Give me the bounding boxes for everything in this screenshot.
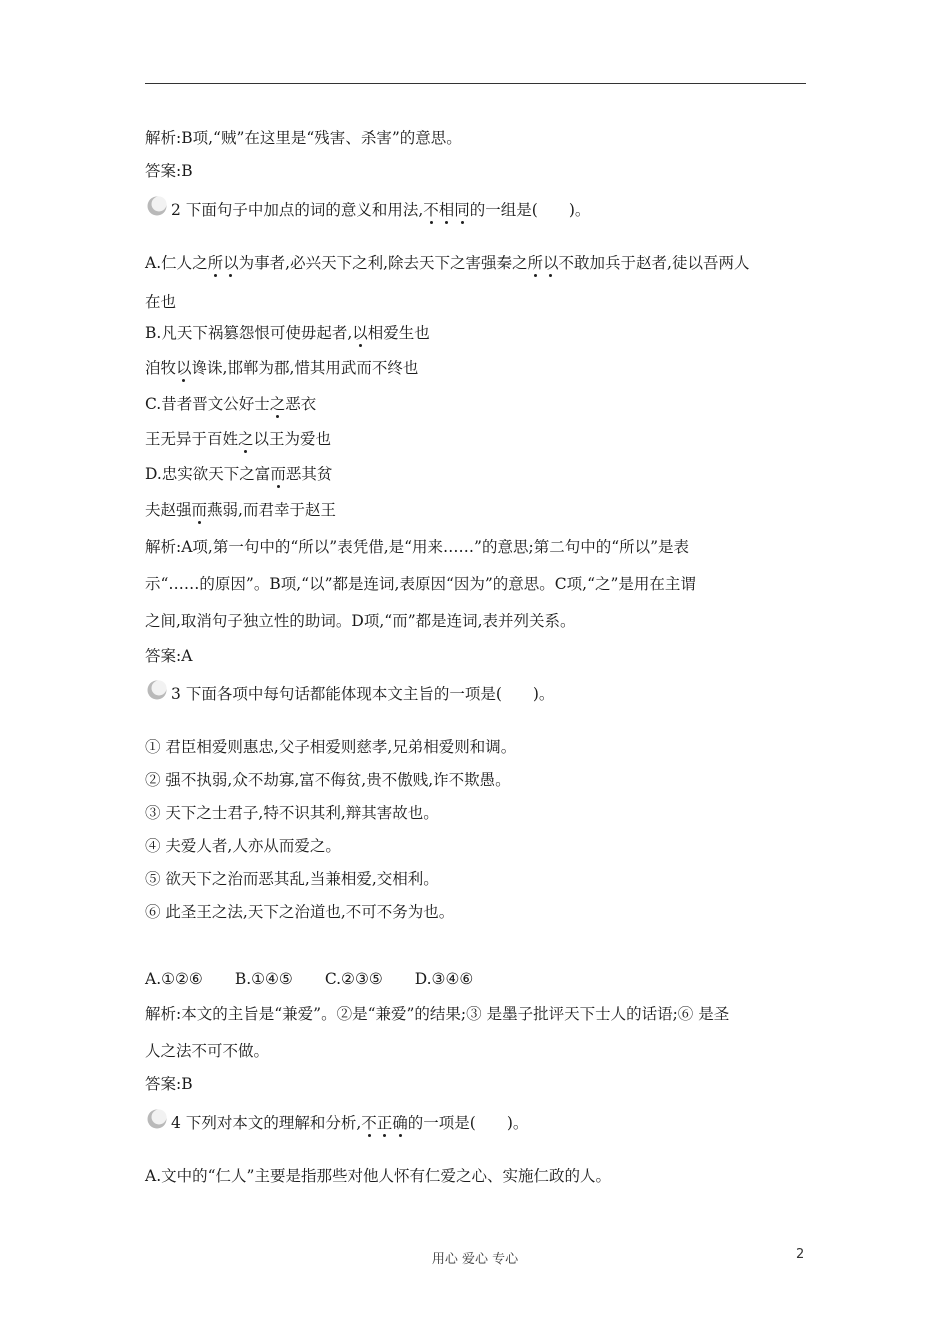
footer-motto: 用心 爱心 专心 [431,1252,519,1267]
header-rule [145,83,806,84]
q2-option-b: B.凡天下祸篡怨恨可使毋起者,以相爱生也 [145,324,430,342]
question-2-stem: 2 下面句子中加点的词的意义和用法,不相同的一组是( )。 [171,201,591,219]
q2-analysis-3: 之间,取消句子独立性的助词。D项,“而”都是连词,表并列关系。 [145,612,576,630]
q2-analysis-2: 示“……的原因”。B项,“以”都是连词,表原因“因为”的意思。C项,“之”是用在主谓 [145,575,696,593]
q2-option-d: D.忠实欲天下之富而恶其贫 [145,465,333,483]
q2-analysis-1: 解析:A项,第一句中的“所以”表凭借,是“用来……”的意思;第二句中的“所以”是表 [145,538,690,556]
q2-option-c: C.昔者晋文公好士之恶衣 [145,395,317,413]
q3-item: ① 君臣相爱则惠忠,父子相爱则慈孝,兄弟相爱则和调。 [145,738,517,756]
q3-option-c: C.②③⑤ [324,970,383,988]
question-4-stem: 4 下列对本文的理解和分析,不正确的一项是( )。 [171,1114,529,1132]
prev-answer: 答案:B [145,162,193,180]
q3-analysis-1: 解析:本文的主旨是“兼爱”。②是“兼爱”的结果;③ 是墨子批评天下士人的话语;⑥ 是圣 [145,1005,730,1023]
q4-option-a: A.文中的“仁人”主要是指那些对他人怀有仁爱之心、实施仁政的人。 [145,1167,611,1185]
question-3-stem: 3 下面各项中每句话都能体现本文主旨的一项是( )。 [171,685,555,703]
q2-answer: 答案:A [145,647,193,665]
q2-option-a-cont: 在也 [145,293,177,311]
q3-answer: 答案:B [145,1075,193,1093]
question-badge-icon [145,678,167,700]
q3-item: ② 强不执弱,众不劫寡,富不侮贫,贵不傲贱,诈不欺愚。 [145,771,511,789]
q3-item: ⑤ 欲天下之治而恶其乱,当兼相爱,交相利。 [145,870,439,888]
question-badge-icon [145,1107,167,1129]
prev-analysis: 解析:B项,“贼”在这里是“残害、杀害”的意思。 [145,129,462,147]
q3-item: ⑥ 此圣王之法,天下之治道也,不可不务为也。 [145,903,455,921]
q3-option-d: D.③④⑥ [414,970,474,988]
question-badge-icon [145,194,167,216]
q3-analysis-2: 人之法不可不做。 [145,1042,270,1060]
q3-option-a: A.①②⑥ [145,970,203,988]
q3-options [145,969,473,989]
q3-option-b: B.①④⑤ [234,970,293,988]
q3-item: ③ 天下之士君子,特不识其利,辩其害故也。 [145,804,439,822]
q2-option-b-2: 洎牧以谗诛,邯郸为郡,惜其用武而不终也 [145,359,419,377]
q3-item: ④ 夫爱人者,人亦从而爱之。 [145,837,341,855]
q2-option-d-2: 夫赵强而燕弱,而君幸于赵王 [145,501,336,519]
q2-option-a: A.仁人之所以为事者,必兴天下之利,除去天下之害强秦之所以不敢加兵于赵者,徒以吾两人 [145,254,750,272]
q2-option-c-2: 王无异于百姓之以王为爱也 [145,430,332,448]
page-number: 2 [796,1247,805,1262]
